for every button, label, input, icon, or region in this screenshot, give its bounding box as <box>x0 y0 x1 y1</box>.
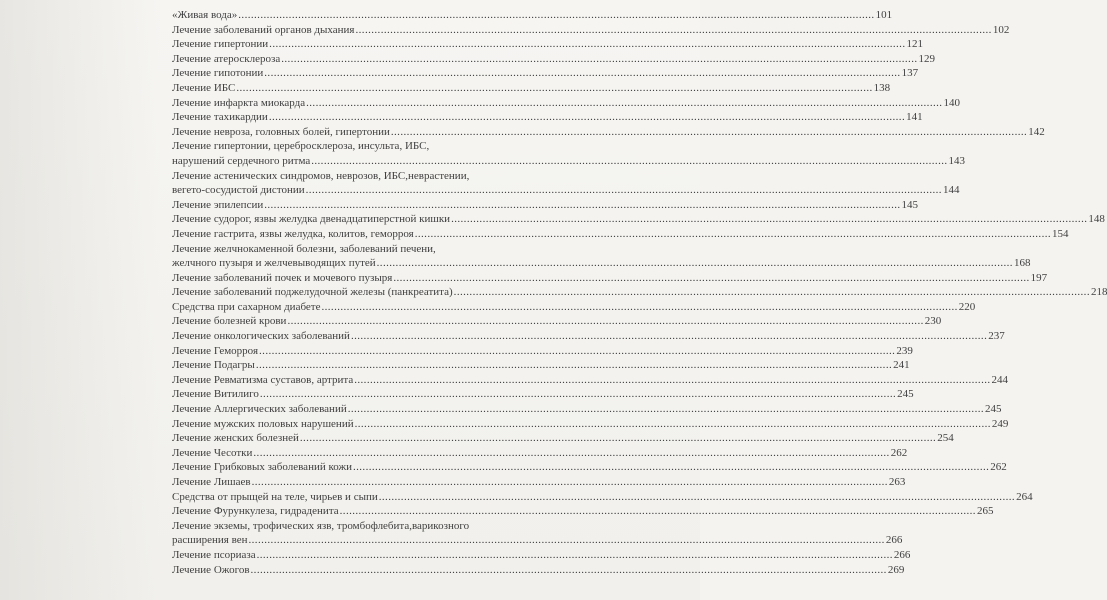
toc-entry-page-number: 266 <box>885 534 903 547</box>
toc-entry-page-number: 102 <box>992 23 1010 36</box>
toc-entry-line <box>172 504 994 519</box>
toc-entry <box>172 329 1005 344</box>
toc-entry-line <box>172 314 942 329</box>
toc-entry-page-number: 266 <box>893 548 911 561</box>
toc-entry-title: Лечение Лишаев <box>172 476 251 488</box>
dot-leader <box>306 96 942 111</box>
toc-entry <box>172 37 923 52</box>
dot-leader <box>256 358 892 373</box>
toc-entry-page-number: 239 <box>896 344 913 357</box>
dot-leader <box>311 154 947 169</box>
toc-entry-title: Лечение ИБС <box>172 81 236 94</box>
toc-entry-line <box>172 256 1031 271</box>
dot-leader <box>287 314 923 329</box>
dot-leader <box>454 285 1090 300</box>
toc-entry-line <box>172 548 911 563</box>
toc-entry-page-number: 254 <box>937 432 954 445</box>
toc-entry-line <box>172 446 908 461</box>
toc-entry <box>172 198 919 213</box>
toc-entry <box>172 66 919 81</box>
toc-entry-page-number: 230 <box>924 315 942 328</box>
dot-leader <box>236 81 872 96</box>
toc-entry-title: Лечение эпилепсии <box>172 198 264 211</box>
toc-entry-title: Лечение мужских половых нарушений <box>172 417 354 430</box>
toc-entry-title: Лечение атеросклероза <box>172 52 281 65</box>
toc-entry-title-line: Лечение гипертонии, церебросклероза, инсульта, ИБС, <box>172 140 430 153</box>
toc-entry <box>172 227 1069 242</box>
dot-leader <box>264 66 900 81</box>
toc-entry-line <box>172 387 914 402</box>
dot-leader <box>260 387 896 402</box>
toc-entry-title: Лечение Ревматизма суставов, артрита <box>172 373 354 386</box>
toc-entry-page-number: 101 <box>875 9 893 21</box>
toc-entry-page-number: 144 <box>942 184 960 197</box>
toc-entry-title: желчного пузыря и желчевыводящих путей <box>172 257 376 270</box>
toc-entry-title: вегето-сосудистой дистонии <box>172 184 305 197</box>
toc-entry-line <box>172 460 1007 475</box>
dot-leader <box>269 37 905 52</box>
toc-entry <box>172 81 891 96</box>
toc-entry-line <box>172 358 910 373</box>
toc-entry-line <box>172 110 923 125</box>
dot-leader <box>257 548 893 563</box>
toc-entry-line <box>172 52 936 67</box>
dot-leader <box>415 227 1051 242</box>
page-shadow <box>0 0 160 600</box>
toc-entry <box>172 300 976 315</box>
toc-entry <box>172 402 1002 417</box>
dot-leader <box>340 504 976 519</box>
table-of-contents <box>172 8 1107 577</box>
toc-entry-title-line: Лечение астенических синдромов, неврозов, ИБС,неврастении, <box>172 169 470 182</box>
dot-leader <box>356 23 992 38</box>
toc-entry <box>172 519 903 548</box>
toc-entry-page-number: 245 <box>985 403 1002 416</box>
toc-entry-line <box>172 212 1105 227</box>
toc-entry-title: Лечение Грибковых заболеваний кожи <box>172 461 352 474</box>
toc-entry-page-number: 168 <box>1013 257 1031 270</box>
toc-entry <box>172 504 994 519</box>
toc-entry-page-number: 218 <box>1090 286 1107 299</box>
toc-entry <box>172 314 942 329</box>
toc-entry-title: Лечение тахикардии <box>172 111 268 124</box>
toc-entry-page-number: 269 <box>887 563 905 576</box>
toc-entry-page-number: 237 <box>988 330 1005 343</box>
toc-entry-page-number: 137 <box>901 67 919 80</box>
toc-entry-title: Лечение онкологических заболеваний <box>172 330 350 343</box>
toc-entry <box>172 212 1105 227</box>
toc-entry <box>172 417 1009 432</box>
toc-entry-page-number: 140 <box>943 96 960 109</box>
toc-entry-line <box>172 154 966 169</box>
toc-entry-page-number: 241 <box>893 359 910 372</box>
toc-entry-line <box>172 8 893 23</box>
toc-entry-page-number: 145 <box>901 198 919 211</box>
dot-leader <box>354 373 990 388</box>
toc-entry-line <box>172 23 1010 38</box>
dot-leader <box>351 329 987 344</box>
toc-entry-title: Лечение заболеваний органов дыхания <box>172 23 355 36</box>
toc-entry-page-number: 264 <box>1016 490 1033 503</box>
toc-entry <box>172 110 923 125</box>
dot-leader <box>249 533 885 548</box>
toc-entry-title: Лечение гастрита, язвы желудка, колитов, геморроя <box>172 227 414 240</box>
toc-entry-title: Лечение судорог, язвы желудка двенадцатиперстной кишки <box>172 213 451 226</box>
toc-entry-page-number: 220 <box>958 300 976 313</box>
dot-leader <box>252 475 888 490</box>
toc-entry-page-number: 138 <box>873 81 891 94</box>
dot-leader <box>251 563 887 578</box>
toc-entry-line <box>172 227 1069 242</box>
dot-leader <box>321 300 957 315</box>
toc-entry <box>172 8 893 23</box>
toc-entry-page-number: 121 <box>906 38 923 51</box>
toc-entry-title: Лечение гипотонии <box>172 67 264 80</box>
toc-entry-title: Лечение Подагры <box>172 359 255 372</box>
dot-leader <box>238 8 874 23</box>
toc-entry <box>172 125 1045 140</box>
toc-entry-title-line: Лечение желчнокаменной болезни, заболеваний печени, <box>172 242 436 255</box>
dot-leader <box>264 198 900 213</box>
toc-entry-line <box>172 285 1107 300</box>
dot-leader <box>379 490 1015 505</box>
toc-entry-title: Лечение гипертонии <box>172 38 269 51</box>
toc-entry-title: «Живая вода» <box>172 9 238 21</box>
dot-leader <box>253 446 889 461</box>
toc-entry-line <box>172 417 1009 432</box>
toc-entry-page-number: 148 <box>1088 213 1105 226</box>
toc-entry <box>172 169 960 198</box>
toc-entry-line <box>172 490 1033 505</box>
toc-entry-title: Лечение Ожогов <box>172 563 250 576</box>
dot-leader <box>306 183 942 198</box>
toc-entry-page-number: 262 <box>990 461 1007 474</box>
toc-entry <box>172 358 910 373</box>
toc-entry-title: Средства от прыщей на теле, чирьев и сыпи <box>172 490 378 503</box>
toc-entry-page-number: 154 <box>1052 227 1069 240</box>
dot-leader <box>300 431 936 446</box>
toc-entry-title: Лечение заболеваний поджелудочной железы (панкреатита) <box>172 286 453 299</box>
toc-entry <box>172 271 1048 286</box>
toc-entry-line <box>172 533 903 548</box>
toc-entry-line <box>172 373 1009 388</box>
dot-leader <box>353 460 989 475</box>
toc-entry-page-number: 244 <box>991 373 1009 386</box>
toc-entry <box>172 431 954 446</box>
dot-leader <box>269 110 905 125</box>
toc-entry <box>172 446 908 461</box>
toc-entry-page-number: 265 <box>976 505 994 518</box>
toc-entry-title: Лечение инфаркта миокарда <box>172 96 306 109</box>
toc-entry-line <box>172 198 919 213</box>
toc-entry-page-number: 197 <box>1030 271 1048 284</box>
toc-entry-title: нарушений сердечного ритма <box>172 154 311 167</box>
toc-entry-title: Лечение женских болезней <box>172 432 299 445</box>
toc-entry <box>172 344 913 359</box>
toc-entry <box>172 96 960 111</box>
toc-entry-line <box>172 183 960 198</box>
toc-entry-title: Лечение псориаза <box>172 548 256 561</box>
dot-leader <box>259 344 895 359</box>
toc-entry <box>172 52 936 67</box>
dot-leader <box>355 417 991 432</box>
dot-leader <box>393 271 1029 286</box>
toc-entry-page-number: 142 <box>1028 125 1045 138</box>
toc-entry <box>172 285 1107 300</box>
dot-leader <box>281 52 917 67</box>
toc-entry-title: Лечение заболеваний почек и мочевого пузыря <box>172 271 393 284</box>
toc-entry-page-number: 249 <box>991 417 1009 430</box>
toc-entry <box>172 139 966 168</box>
toc-entry <box>172 387 914 402</box>
toc-entry-page-number: 245 <box>897 388 914 401</box>
toc-entry-line <box>172 300 976 315</box>
dot-leader <box>451 212 1087 227</box>
dot-leader <box>391 125 1027 140</box>
toc-entry <box>172 242 1031 271</box>
toc-entry <box>172 490 1033 505</box>
toc-entry <box>172 23 1010 38</box>
toc-entry-line <box>172 431 954 446</box>
toc-entry <box>172 373 1009 388</box>
toc-entry-title: Лечение Фурункулеза, гидраденита <box>172 505 339 518</box>
toc-entry-line <box>172 96 960 111</box>
toc-entry-page-number: 141 <box>906 111 923 124</box>
toc-entry-title: Лечение Витилиго <box>172 388 259 401</box>
toc-entry-page-number: 262 <box>890 446 908 459</box>
toc-entry-title: Лечение Аллергических заболеваний <box>172 403 347 416</box>
toc-entry-line <box>172 66 919 81</box>
dot-leader <box>348 402 984 417</box>
toc-entry-line <box>172 563 905 578</box>
toc-entry-line <box>172 81 891 96</box>
toc-entry-page-number: 143 <box>948 154 966 167</box>
toc-entry-title: Лечение болезней крови <box>172 315 287 328</box>
toc-entry-line <box>172 271 1048 286</box>
toc-entry-title: расширения вен <box>172 534 248 547</box>
toc-entry-line <box>172 125 1045 140</box>
toc-entry-title-line: Лечение экземы, трофических язв, тромбофлебита,варикозного <box>172 519 470 532</box>
toc-entry-page-number: 129 <box>918 52 936 65</box>
toc-entry-line <box>172 402 1002 417</box>
toc-entry-title: Лечение Геморроя <box>172 344 259 357</box>
toc-entry <box>172 548 911 563</box>
toc-entry-page-number: 263 <box>888 476 906 488</box>
toc-entry-line <box>172 475 906 490</box>
toc-entry <box>172 475 906 490</box>
toc-entry-title: Лечение невроза, головных болей, гипертонии <box>172 125 390 138</box>
toc-entry <box>172 563 905 578</box>
toc-entry-line <box>172 329 1005 344</box>
toc-entry-line <box>172 37 923 52</box>
toc-entry <box>172 460 1007 475</box>
dot-leader <box>377 256 1013 271</box>
toc-entry-title: Лечение Чесотки <box>172 446 253 459</box>
toc-entry-line <box>172 344 913 359</box>
toc-entry-title: Средства при сахарном диабете <box>172 300 321 313</box>
